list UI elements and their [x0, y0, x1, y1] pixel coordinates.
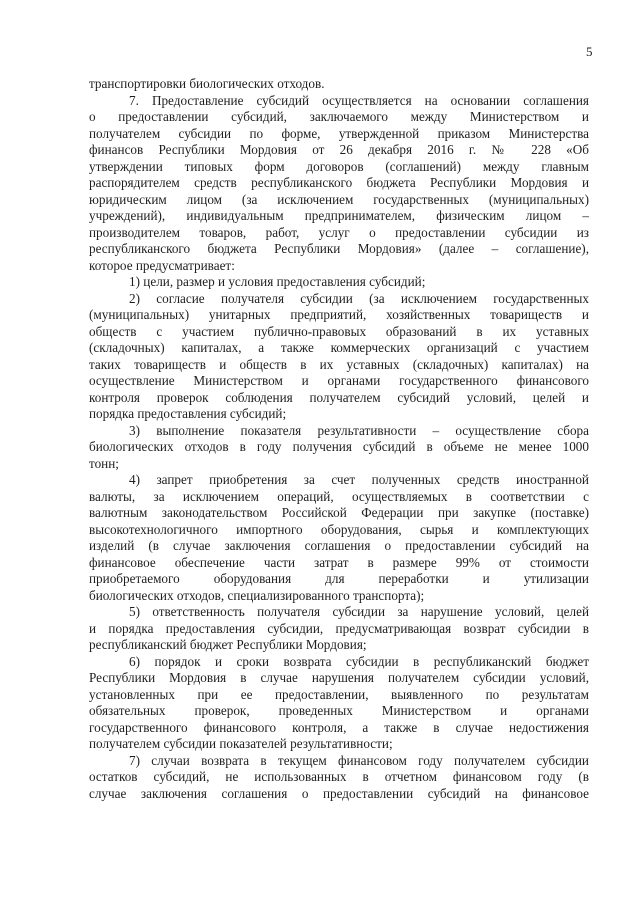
text-line: учреждений), индивидуальным предпринимателем, физическим лицом – [89, 208, 589, 223]
text-line: высокотехнологичного импортного оборудования, сырья и комплектующих [89, 521, 589, 537]
text-line: транспортировки биологических отходов. [89, 76, 325, 91]
text-line: распорядителем средств республиканского бюджета Республики Мордовия и [89, 175, 589, 190]
text-line: юридическим лицом (за исключением государственных (муниципальных) [89, 191, 589, 207]
text-line: республиканского бюджета Республики Мордовия» (далее – соглашение), [89, 241, 589, 256]
document-body [89, 76, 589, 802]
text-line: финансов Республики Мордовия от 26 декабря 2016 г. № 228 «Об [89, 142, 589, 157]
page-number: 5 [586, 44, 593, 59]
text-line: 5) ответственность получателя субсидии за нарушение условий, целей [129, 604, 589, 619]
text-line: получателем субсидии показателей результативности; [89, 736, 393, 751]
text-line: 2) согласие получателя субсидии (за исключением государственных [129, 290, 589, 306]
text-line: государственного финансового контроля, а также в случае недостижения [89, 719, 589, 735]
text-line: обществ с участием публично-правовых образований в их уставных [89, 323, 589, 339]
text-line: изделий (в случае заключения соглашения о предоставлении субсидий на [89, 538, 589, 553]
text-line: биологических отходов, специализированного транспорта); [89, 587, 425, 603]
text-line: таких товариществ и обществ в их уставных (складочных) капиталах) на [89, 356, 589, 372]
text-line: республиканский бюджет Республики Мордовия; [89, 637, 367, 652]
text-line: 4) запрет приобретения за счет полученных средств иностранной [129, 472, 589, 487]
text-line: порядка предоставления субсидий; [89, 406, 287, 421]
text-line: финансовое обеспечение части затрат в размере 99% от стоимости [89, 554, 589, 570]
text-line: валюты, за исключением операций, осуществляемых в соответствии с [89, 488, 589, 504]
text-line: получателем субсидии по форме, утвержденной приказом Министерства [89, 125, 589, 141]
text-line: случае заключения соглашения о предоставлении субсидий на финансовое [89, 785, 589, 801]
text-line: 3) выполнение показателя результативности – осуществление сбора [129, 422, 589, 438]
text-line: о предоставлении субсидий, заключаемого между Министерством и [89, 109, 589, 124]
text-line: (складочных) капиталах, а также коммерческих организаций с участием [89, 340, 589, 355]
text-line: осуществление Министерством и органами государственного финансового [89, 373, 589, 388]
text-line: приобретаемого оборудования для переработки и утилизации [89, 571, 589, 586]
text-line: остатков субсидий, не использованных в отчетном финансовом году (в [89, 769, 589, 784]
text-line: Республики Мордовия в случае нарушения получателем субсидии условий, [89, 670, 589, 685]
text-line: которое предусматривает: [89, 257, 235, 273]
text-line: 6) порядок и сроки возврата субсидии в республиканский бюджет [129, 653, 589, 669]
text-line: биологических отходов в году получения субсидий в объеме не менее 1000 [89, 439, 589, 454]
text-line: тонн; [89, 455, 119, 471]
text-line: контроля проверок соблюдения получателем субсидий условий, целей и [89, 389, 589, 405]
text-line: 7. Предоставление субсидий осуществляется на основании соглашения [129, 92, 589, 108]
text-line: утверждении типовых форм договоров (соглашений) между главным [89, 158, 589, 174]
text-line: 1) цели, размер и условия предоставления субсидий; [129, 274, 426, 289]
text-line: 7) случаи возврата в текущем финансовом году получателем субсидии [129, 752, 589, 768]
text-line: установленных при ее предоставлении, выявленного по результатам [89, 686, 589, 702]
text-line: обязательных проверок, проведенных Министерством и органами [89, 703, 589, 718]
text-line: производителем товаров, работ, услуг о предоставлении субсидии из [89, 224, 589, 240]
text-line: и порядка предоставления субсидии, предусматривающая возврат субсидии в [89, 620, 589, 636]
text-line: (муниципальных) унитарных предприятий, хозяйственных товариществ и [89, 307, 589, 322]
text-line: валютным законодательством Российской Федерации при закупке (поставке) [89, 505, 589, 520]
